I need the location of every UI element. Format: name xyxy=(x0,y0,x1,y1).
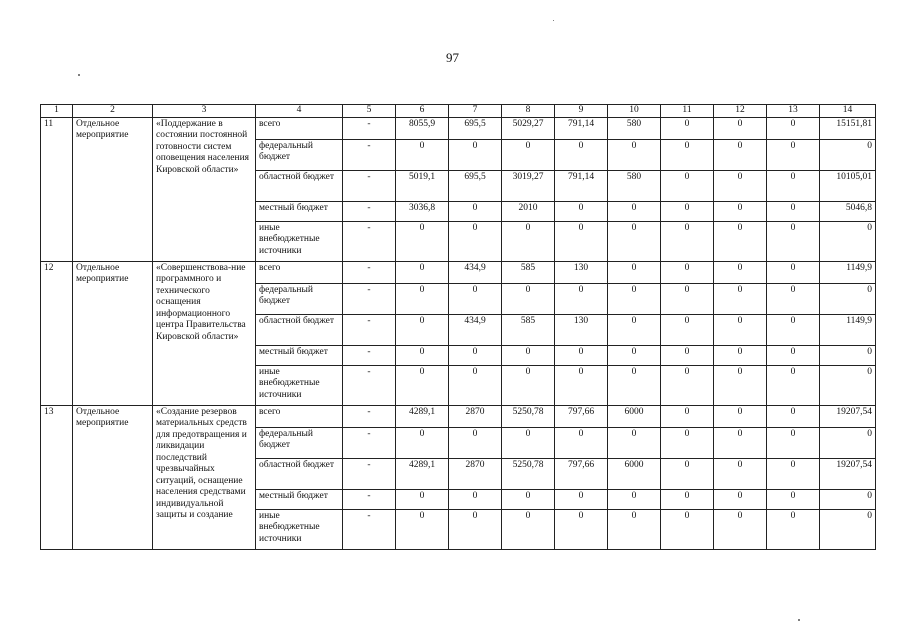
funding-source: иные внебюджетные источники xyxy=(256,365,343,405)
year-value: 0 xyxy=(396,489,449,509)
year-value: 0 xyxy=(661,458,714,489)
year-value: 0 xyxy=(449,427,502,458)
year-value: 0 xyxy=(767,509,820,549)
column-header: 3 xyxy=(153,105,256,118)
total-value: 0 xyxy=(820,365,876,405)
total-value: 0 xyxy=(820,283,876,314)
year-value: 0 xyxy=(714,489,767,509)
year-value: 0 xyxy=(767,283,820,314)
scan-speck xyxy=(553,20,554,21)
table-row xyxy=(41,405,876,427)
year-value: 0 xyxy=(555,509,608,549)
year-value: 3036,8 xyxy=(396,201,449,221)
year-value: 0 xyxy=(714,283,767,314)
column-header: 8 xyxy=(502,105,555,118)
funding-source: областной бюджет xyxy=(256,170,343,201)
year-value: 0 xyxy=(608,221,661,261)
funding-source: областной бюджет xyxy=(256,314,343,345)
item-number: 13 xyxy=(41,405,73,549)
funding-source: местный бюджет xyxy=(256,345,343,365)
year-value: 5019,1 xyxy=(396,170,449,201)
year-value: 0 xyxy=(608,314,661,345)
year-value: 0 xyxy=(767,221,820,261)
item-type: Отдельное мероприятие xyxy=(73,117,153,261)
column-5-value: - xyxy=(343,509,396,549)
column-5-value: - xyxy=(343,405,396,427)
year-value: 4289,1 xyxy=(396,405,449,427)
column-5-value: - xyxy=(343,283,396,314)
year-value: 0 xyxy=(555,365,608,405)
year-value: 4289,1 xyxy=(396,458,449,489)
year-value: 0 xyxy=(555,139,608,170)
year-value: 0 xyxy=(767,314,820,345)
year-value: 0 xyxy=(714,365,767,405)
year-value: 0 xyxy=(661,365,714,405)
year-value: 0 xyxy=(661,314,714,345)
total-value: 19207,54 xyxy=(820,458,876,489)
item-type: Отдельное мероприятие xyxy=(73,261,153,405)
year-value: 8055,9 xyxy=(396,117,449,139)
year-value: 5250,78 xyxy=(502,405,555,427)
year-value: 0 xyxy=(449,221,502,261)
total-value: 1149,9 xyxy=(820,314,876,345)
funding-source: федеральный бюджет xyxy=(256,427,343,458)
column-header: 10 xyxy=(608,105,661,118)
column-5-value: - xyxy=(343,139,396,170)
column-header: 5 xyxy=(343,105,396,118)
year-value: 0 xyxy=(767,261,820,283)
funding-source: федеральный бюджет xyxy=(256,139,343,170)
year-value: 0 xyxy=(449,509,502,549)
year-value: 0 xyxy=(714,405,767,427)
column-header: 2 xyxy=(73,105,153,118)
year-value: 0 xyxy=(661,345,714,365)
year-value: 0 xyxy=(767,405,820,427)
year-value: 0 xyxy=(767,345,820,365)
funding-source: иные внебюджетные источники xyxy=(256,221,343,261)
year-value: 0 xyxy=(555,345,608,365)
funding-source: всего xyxy=(256,405,343,427)
year-value: 0 xyxy=(502,489,555,509)
year-value: 0 xyxy=(608,427,661,458)
year-value: 2870 xyxy=(449,458,502,489)
year-value: 585 xyxy=(502,261,555,283)
funding-source: иные внебюджетные источники xyxy=(256,509,343,549)
year-value: 0 xyxy=(396,345,449,365)
year-value: 0 xyxy=(714,261,767,283)
table-row xyxy=(41,117,876,139)
year-value: 2870 xyxy=(449,405,502,427)
column-5-value: - xyxy=(343,261,396,283)
year-value: 0 xyxy=(608,365,661,405)
year-value: 0 xyxy=(396,139,449,170)
column-header: 14 xyxy=(820,105,876,118)
year-value: 5250,78 xyxy=(502,458,555,489)
year-value: 0 xyxy=(449,283,502,314)
total-value: 1149,9 xyxy=(820,261,876,283)
scan-speck xyxy=(78,74,80,76)
year-value: 2010 xyxy=(502,201,555,221)
column-header: 4 xyxy=(256,105,343,118)
funding-source: всего xyxy=(256,117,343,139)
year-value: 585 xyxy=(502,314,555,345)
funding-table xyxy=(40,104,876,550)
year-value: 0 xyxy=(714,509,767,549)
year-value: 0 xyxy=(714,458,767,489)
year-value: 0 xyxy=(608,509,661,549)
item-name: «Создание резервов материальных средств для предотвращения и ликвидации последствий чрезвычайных ситуаций, оснащение населения средствами индивидуальной защиты и создание xyxy=(153,405,256,549)
year-value: 0 xyxy=(661,221,714,261)
year-value: 0 xyxy=(449,345,502,365)
year-value: 791,14 xyxy=(555,117,608,139)
year-value: 0 xyxy=(767,489,820,509)
funding-source: всего xyxy=(256,261,343,283)
total-value: 0 xyxy=(820,489,876,509)
year-value: 797,66 xyxy=(555,458,608,489)
funding-source: местный бюджет xyxy=(256,489,343,509)
column-5-value: - xyxy=(343,345,396,365)
year-value: 0 xyxy=(396,283,449,314)
year-value: 0 xyxy=(714,314,767,345)
column-header: 1 xyxy=(41,105,73,118)
funding-source: местный бюджет xyxy=(256,201,343,221)
column-5-value: - xyxy=(343,458,396,489)
year-value: 0 xyxy=(767,170,820,201)
year-value: 695,5 xyxy=(449,170,502,201)
year-value: 0 xyxy=(767,427,820,458)
column-5-value: - xyxy=(343,365,396,405)
year-value: 0 xyxy=(449,201,502,221)
year-value: 130 xyxy=(555,314,608,345)
scan-speck xyxy=(798,619,800,621)
column-header: 11 xyxy=(661,105,714,118)
year-value: 0 xyxy=(449,139,502,170)
table-row xyxy=(41,261,876,283)
column-header: 7 xyxy=(449,105,502,118)
year-value: 130 xyxy=(555,261,608,283)
item-number: 12 xyxy=(41,261,73,405)
year-value: 0 xyxy=(396,427,449,458)
year-value: 0 xyxy=(767,458,820,489)
year-value: 434,9 xyxy=(449,261,502,283)
year-value: 0 xyxy=(767,139,820,170)
year-value: 791,14 xyxy=(555,170,608,201)
year-value: 0 xyxy=(714,221,767,261)
total-value: 0 xyxy=(820,221,876,261)
year-value: 0 xyxy=(714,139,767,170)
total-value: 5046,8 xyxy=(820,201,876,221)
year-value: 0 xyxy=(555,283,608,314)
year-value: 0 xyxy=(608,489,661,509)
year-value: 0 xyxy=(767,365,820,405)
year-value: 0 xyxy=(661,117,714,139)
year-value: 0 xyxy=(767,117,820,139)
year-value: 695,5 xyxy=(449,117,502,139)
year-value: 0 xyxy=(449,489,502,509)
year-value: 0 xyxy=(555,489,608,509)
year-value: 0 xyxy=(714,170,767,201)
total-value: 10105,01 xyxy=(820,170,876,201)
column-5-value: - xyxy=(343,201,396,221)
year-value: 580 xyxy=(608,170,661,201)
year-value: 0 xyxy=(608,283,661,314)
year-value: 0 xyxy=(767,201,820,221)
year-value: 0 xyxy=(502,345,555,365)
year-value: 0 xyxy=(661,489,714,509)
year-value: 0 xyxy=(502,283,555,314)
item-name: «Совершенствова-ние программного и технического оснащения информационного центра Правительства Кировской области» xyxy=(153,261,256,405)
year-value: 0 xyxy=(396,261,449,283)
column-5-value: - xyxy=(343,170,396,201)
year-value: 434,9 xyxy=(449,314,502,345)
total-value: 15151,81 xyxy=(820,117,876,139)
year-value: 6000 xyxy=(608,405,661,427)
year-value: 0 xyxy=(555,427,608,458)
column-header: 13 xyxy=(767,105,820,118)
year-value: 797,66 xyxy=(555,405,608,427)
column-header: 12 xyxy=(714,105,767,118)
year-value: 0 xyxy=(396,221,449,261)
item-number: 11 xyxy=(41,117,73,261)
total-value: 0 xyxy=(820,345,876,365)
column-5-value: - xyxy=(343,489,396,509)
item-type: Отдельное мероприятие xyxy=(73,405,153,549)
year-value: 0 xyxy=(396,509,449,549)
total-value: 0 xyxy=(820,139,876,170)
total-value: 0 xyxy=(820,427,876,458)
year-value: 0 xyxy=(661,201,714,221)
year-value: 0 xyxy=(714,117,767,139)
year-value: 0 xyxy=(661,170,714,201)
year-value: 6000 xyxy=(608,458,661,489)
year-value: 0 xyxy=(714,345,767,365)
column-5-value: - xyxy=(343,314,396,345)
funding-source: федеральный бюджет xyxy=(256,283,343,314)
year-value: 0 xyxy=(661,427,714,458)
column-5-value: - xyxy=(343,427,396,458)
year-value: 0 xyxy=(608,345,661,365)
column-5-value: - xyxy=(343,221,396,261)
year-value: 0 xyxy=(502,365,555,405)
year-value: 0 xyxy=(714,427,767,458)
year-value: 0 xyxy=(714,201,767,221)
year-value: 0 xyxy=(661,509,714,549)
column-header: 6 xyxy=(396,105,449,118)
column-header: 9 xyxy=(555,105,608,118)
total-value: 19207,54 xyxy=(820,405,876,427)
year-value: 0 xyxy=(502,221,555,261)
year-value: 0 xyxy=(608,261,661,283)
year-value: 580 xyxy=(608,117,661,139)
year-value: 0 xyxy=(396,365,449,405)
year-value: 5029,27 xyxy=(502,117,555,139)
year-value: 0 xyxy=(661,405,714,427)
year-value: 0 xyxy=(555,221,608,261)
year-value: 0 xyxy=(502,509,555,549)
item-name: «Поддержание в состоянии постоянной готовности систем оповещения населения Кировской области» xyxy=(153,117,256,261)
funding-source: областной бюджет xyxy=(256,458,343,489)
column-5-value: - xyxy=(343,117,396,139)
year-value: 0 xyxy=(608,139,661,170)
year-value: 0 xyxy=(661,283,714,314)
year-value: 0 xyxy=(449,365,502,405)
year-value: 0 xyxy=(661,261,714,283)
year-value: 3019,27 xyxy=(502,170,555,201)
year-value: 0 xyxy=(608,201,661,221)
year-value: 0 xyxy=(502,427,555,458)
year-value: 0 xyxy=(396,314,449,345)
year-value: 0 xyxy=(502,139,555,170)
header-row xyxy=(41,105,876,118)
page-number: 97 xyxy=(446,50,459,65)
total-value: 0 xyxy=(820,509,876,549)
year-value: 0 xyxy=(661,139,714,170)
year-value: 0 xyxy=(555,201,608,221)
